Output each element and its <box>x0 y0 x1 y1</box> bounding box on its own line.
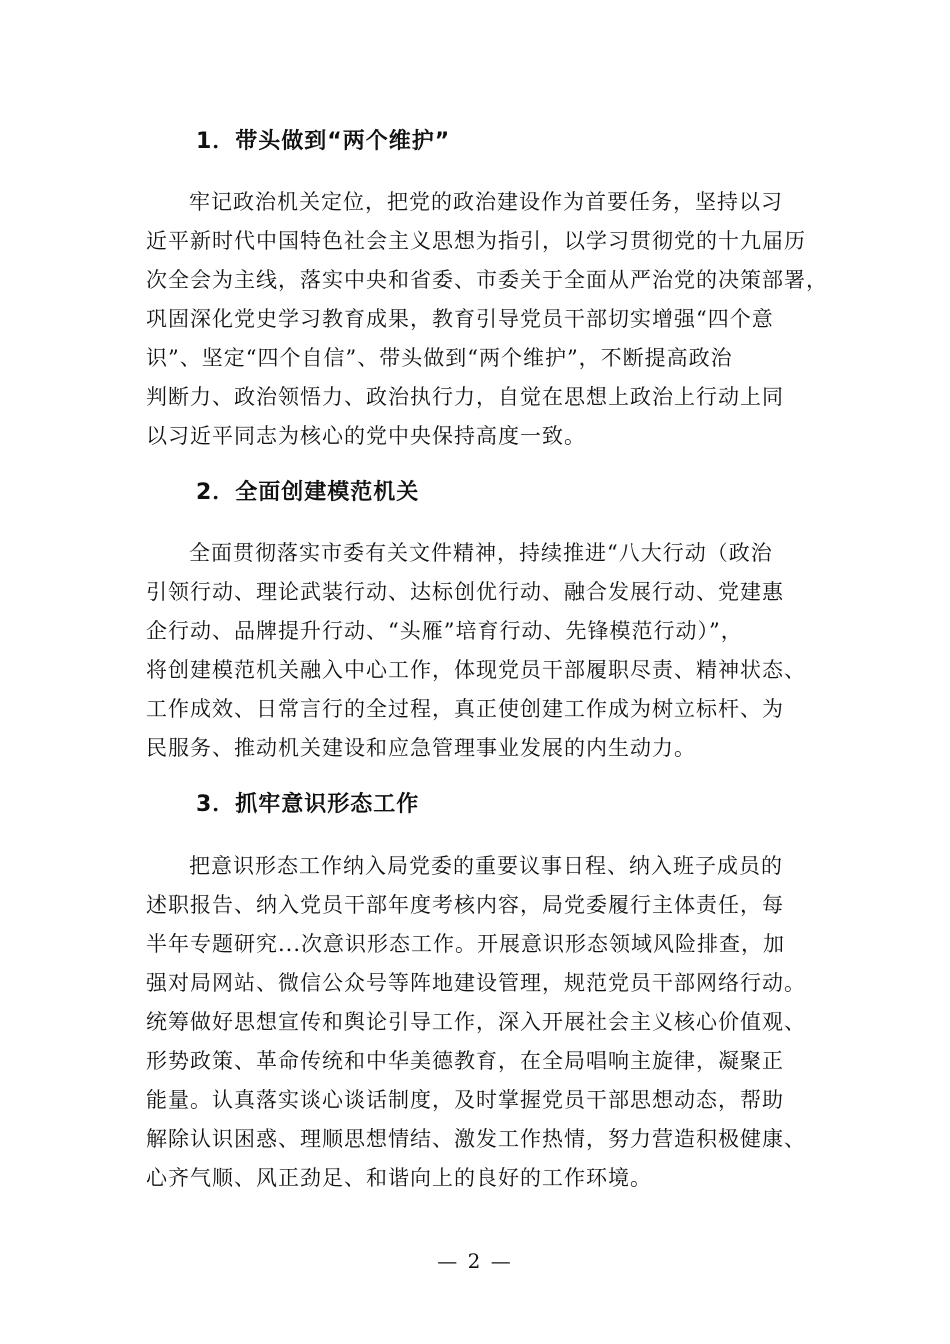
paragraph-line: 判断力、政治领悟力、政治执行力，自觉在思想上政治上行动上同 <box>146 385 784 409</box>
paragraph-line: 述职报告、纳入党员干部年度考核内容，局党委履行主体责任，每 <box>146 893 784 917</box>
page-number: — 2 — <box>437 1249 513 1273</box>
paragraph-line: 企行动、品牌提升行动、“头雁”培育行动、先锋模范行动）”， <box>146 619 743 643</box>
paragraph-line: 近平新时代中国特色社会主义思想为指引，以学习贯彻党的十九届历 <box>146 229 806 253</box>
paragraph-line: 形势政策、革命传统和中华美德教育，在全局唱响主旋律，凝聚正 <box>146 1049 784 1073</box>
section-heading-1: 1．带头做到“两个维护” <box>196 129 451 154</box>
paragraph-line: 心齐气顺、风正劲足、和谐向上的良好的工作环境。 <box>146 1166 652 1190</box>
paragraph-line: 解除认识困惑、理顺思想情结、激发工作热情，努力营造积极健康、 <box>146 1127 806 1151</box>
section-paragraph-3 <box>146 847 836 1198</box>
paragraph-line: 半年专题研究...次意识形态工作。开展意识形态领域风险排查，加 <box>146 932 786 956</box>
paragraph-line: 能量。认真落实谈心谈话制度，及时掌握党员干部思想动态，帮助 <box>146 1088 784 1112</box>
section-paragraph-2 <box>146 534 836 768</box>
paragraph-line: 全面贯彻落实市委有关文件精神，持续推进“八大行动（政治 <box>189 541 773 565</box>
paragraph-line: 统筹做好思想宣传和舆论引导工作，深入开展社会主义核心价值观、 <box>146 1010 806 1034</box>
section-heading-3: 3．抓牢意识形态工作 <box>196 792 420 817</box>
paragraph-line: 以习近平同志为核心的党中央保持高度一致。 <box>146 424 586 448</box>
paragraph-line: 强对局网站、微信公众号等阵地建设管理，规范党员干部网络行动。 <box>146 971 806 995</box>
section-heading-2: 2．全面创建模范机关 <box>196 480 420 505</box>
paragraph-line: 引领行动、理论武装行动、达标创优行动、融合发展行动、党建惠 <box>146 580 784 604</box>
paragraph-line: 将创建模范机关融入中心工作，体现党员干部履职尽责、精神状态、 <box>146 658 806 682</box>
paragraph-line: 把意识形态工作纳入局党委的重要议事日程、纳入班子成员的 <box>189 854 783 878</box>
section-paragraph-1 <box>146 183 836 456</box>
paragraph-line: 工作成效、日常言行的全过程，真正使创建工作成为树立标杆、为 <box>146 697 784 721</box>
paragraph-line: 牢记政治机关定位，把党的政治建设作为首要任务，坚持以习 <box>189 190 783 214</box>
paragraph-line: 巩固深化党史学习教育成果，教育引导党员干部切实增强“四个意 <box>146 307 774 331</box>
paragraph-line: 民服务、推动机关建设和应急管理事业发展的内生动力。 <box>146 736 696 760</box>
paragraph-line: 次全会为主线，落实中央和省委、市委关于全面从严治党的决策部署， <box>146 268 828 292</box>
paragraph-line: 识”、坚定“四个自信”、带头做到“两个维护”，不断提高政治 <box>146 346 733 370</box>
